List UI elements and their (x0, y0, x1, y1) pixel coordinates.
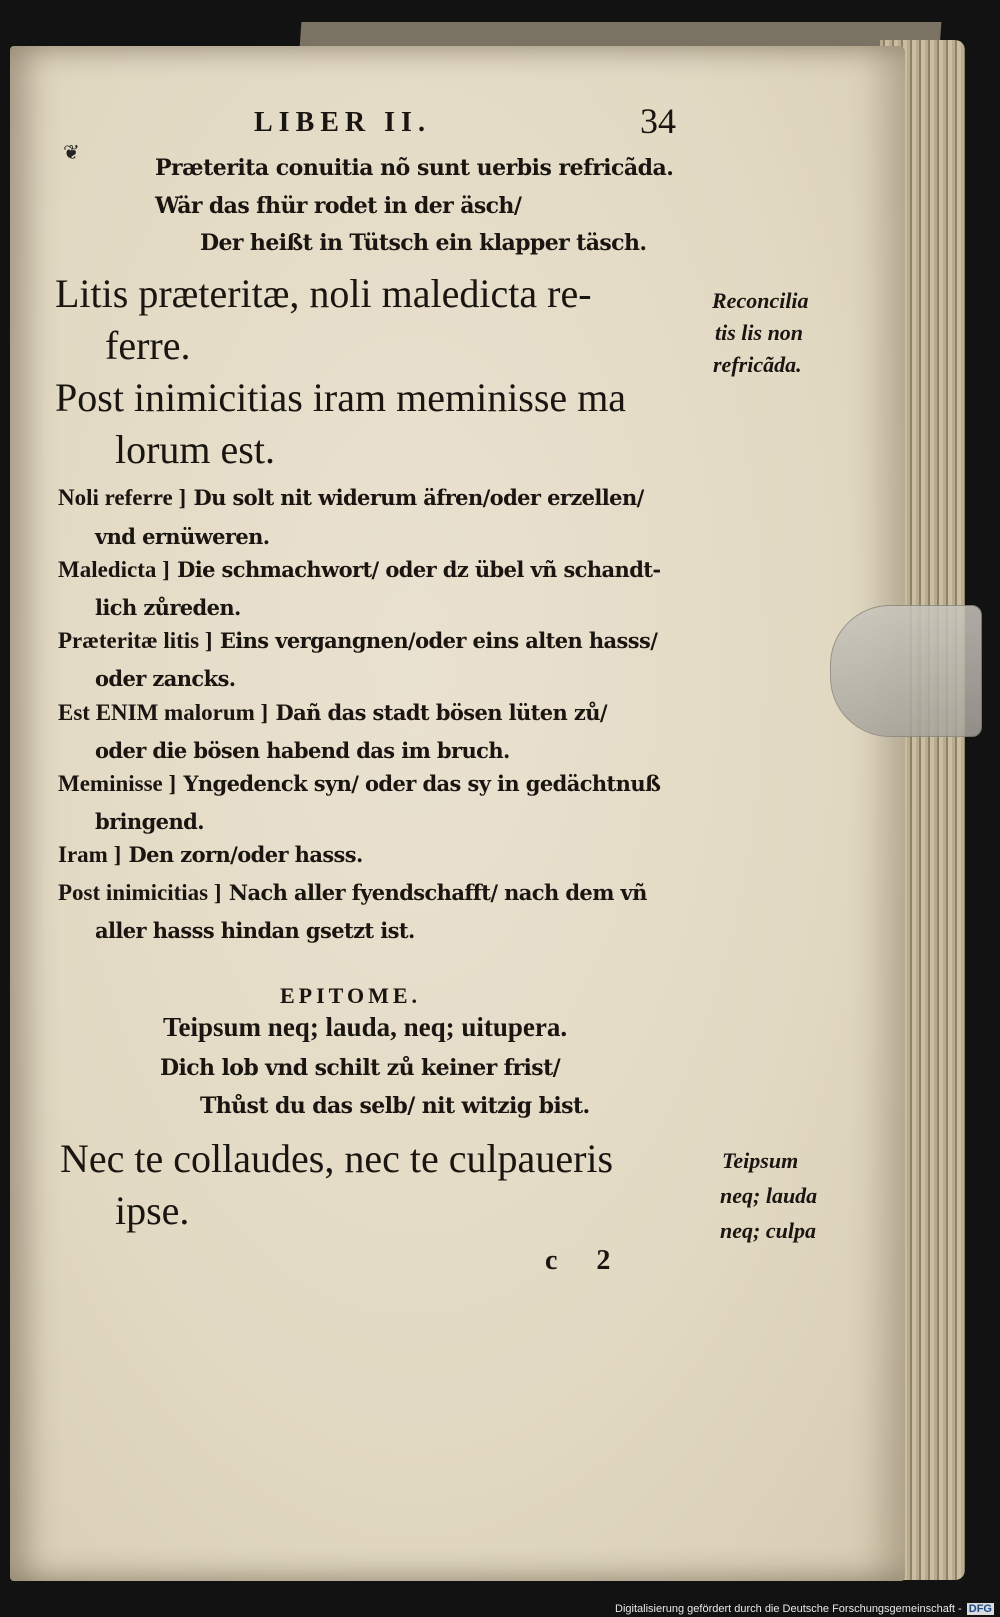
signature-mark: c 2 (545, 1245, 627, 1276)
gloss-continuation: vnd ernüweren. (95, 524, 270, 549)
maxim1-line3: Post inimicitias iram meminisse ma (55, 375, 627, 420)
verse1-german-1: Wär das fhür rodet in der äsch/ (155, 193, 522, 219)
digitization-credit (615, 1603, 994, 1615)
gloss-entry (58, 700, 607, 726)
gloss-continuation: bringend. (95, 809, 204, 834)
credit-text: Digitalisierung gefördert durch die Deutsche Forschungsgemeinschaft - (615, 1603, 962, 1615)
gloss-entry (58, 771, 660, 797)
epitome-german-1: Dich lob vnd schilt zů keiner frist/ (160, 1055, 561, 1081)
gloss-continuation: aller hasss hindan gsetzt ist. (95, 918, 415, 943)
gloss-text: Eins vergangnen/oder eins alten hasss/ (219, 628, 658, 653)
maxim1-line4: lorum est. (115, 427, 275, 472)
gloss-continuation: oder zancks. (95, 666, 236, 691)
side-note1-line1: Reconcilia (712, 288, 809, 313)
gloss-text: Die schmachwort/ oder dz übel vñ schandt- (177, 557, 661, 582)
page-clip (830, 605, 982, 737)
gloss-entry (58, 842, 363, 868)
page-number: 34 (640, 101, 676, 141)
gloss-lemma: Est ENIM malorum ] (58, 700, 269, 725)
gloss-lemma: Noli referre ] (58, 485, 187, 510)
gloss-text: Dañ das stadt bösen lüten zů/ (275, 700, 607, 725)
gloss-entry (58, 628, 657, 654)
gloss-text: Nach aller fyendschafft/ nach dem vñ (228, 880, 647, 905)
printer-flower-ornament: ❦ (63, 140, 80, 164)
side-note1-line3: refricãda. (713, 352, 802, 377)
gloss-entry (58, 557, 661, 583)
gloss-text: Yngedenck syn/ oder das sy in gedächtnuß (183, 771, 661, 796)
verse1-german-2: Der heißt in Tütsch ein klapper täsch. (200, 230, 647, 256)
gloss-entry (58, 485, 644, 511)
gloss-continuation: lich zůreden. (95, 595, 241, 620)
dfg-logo: DFG (968, 1603, 992, 1615)
gloss-lemma: Maledicta ] (58, 557, 170, 582)
gloss-lemma: Meminisse ] (58, 771, 177, 796)
side-note2-line2: neq; lauda (720, 1183, 818, 1208)
side-note2-line1: Teipsum (722, 1148, 799, 1173)
gloss-text: Den zorn/oder hasss. (128, 842, 363, 867)
gloss-lemma: Iram ] (58, 842, 122, 867)
side-note1-line2: tis lis non (715, 320, 804, 345)
epitome-heading: EPITOME. (280, 983, 422, 1008)
maxim1-line2: ferre. (105, 323, 191, 368)
verse1-latin: Præterita conuitia nõ sunt uerbis refricãda. (155, 155, 674, 181)
maxim2-line2: ipse. (115, 1188, 190, 1233)
running-head-title: LIBER II. (254, 107, 431, 138)
gloss-lemma: Post inimicitias ] (58, 880, 222, 905)
gloss-text: Du solt nit widerum äfren/oder erzellen/ (193, 485, 644, 510)
maxim2-line1: Nec te collaudes, nec te culpaueris (60, 1136, 614, 1181)
gloss-lemma: Præteritæ litis ] (58, 628, 213, 653)
gloss-entry (58, 880, 647, 906)
epitome-german-2: Thůst du das selb/ nit witzig bist. (200, 1093, 590, 1119)
gloss-continuation: oder die bösen habend das im bruch. (95, 738, 510, 763)
side-note2-line3: neq; culpa (720, 1218, 816, 1243)
epitome-latin: Teipsum neq; lauda, neq; uitupera. (163, 1012, 568, 1042)
maxim1-line1: Litis præteritæ, noli maledicta re- (55, 271, 592, 316)
